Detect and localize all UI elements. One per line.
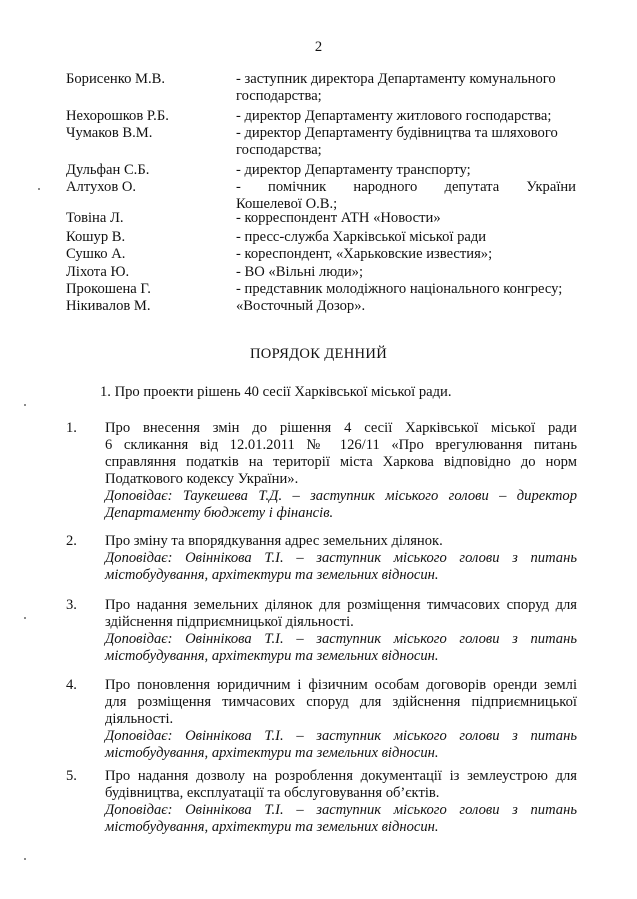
agenda-item-number: 5.: [66, 768, 77, 784]
agenda-item-text: Про надання дозволу на розроблення документації із землеустрою для: [105, 768, 577, 784]
agenda-item-speaker: Департаменту бюджету і фінансів.: [105, 505, 334, 521]
agenda-item: [105, 597, 577, 665]
agenda-item-speaker: Доповідає: Овіннікова Т.І. – заступник міського голови з питань: [105, 550, 577, 566]
agenda-item-number: 2.: [66, 533, 77, 549]
agenda-item-speaker: Доповідає: Овіннікова Т.І. – заступник міського голови з питань: [105, 802, 577, 818]
agenda-item-speaker: містобудування, архітектури та земельних відносин.: [105, 648, 439, 664]
attendee-name: Борисенко М.В.: [66, 71, 166, 87]
agenda-item-text: Про зміну та впорядкування адрес земельних ділянок.: [105, 533, 443, 549]
attendee-role: - пресс-служба Харківської міської ради: [236, 229, 487, 245]
agenda-title: ПОРЯДОК ДЕННИЙ: [249, 346, 388, 362]
agenda-item-text: Про поновлення юридичним і фізичним особам договорів оренди землі: [105, 677, 577, 693]
attendee-role: - корреспондент АТН «Новости»: [236, 210, 441, 226]
attendee-name: Нехорошков Р.Б.: [66, 108, 169, 124]
agenda-item-number: 3.: [66, 597, 77, 613]
attendee-role: «Восточный Дозор».: [236, 298, 366, 314]
agenda-item-text: Про надання земельних ділянок для розміщення тимчасових споруд для: [105, 597, 577, 613]
attendee-name: Кошур В.: [66, 229, 126, 245]
agenda-item-speaker: Доповідає: Овіннікова Т.І. – заступник міського голови з питань: [105, 631, 577, 647]
agenda-item-speaker: містобудування, архітектури та земельних відносин.: [105, 745, 439, 761]
agenda-item-speaker: Доповідає: Овіннікова Т.І. – заступник міського голови з питань: [105, 728, 577, 744]
agenda-item-text: будівництва, експлуатації та обслуговування об’єктів.: [105, 785, 440, 801]
attendee-role: - директор Департаменту житлового господарства;: [236, 108, 552, 124]
agenda-item-text: здійснення підприємницької діяльності.: [105, 614, 354, 630]
agenda-item: [105, 768, 577, 836]
attendee-name: Алтухов О.: [66, 179, 137, 195]
agenda-item-text: Податкового кодексу України».: [105, 471, 299, 487]
scan-speck: [24, 404, 26, 406]
attendee-name: Товіна Л.: [66, 210, 124, 226]
agenda-item: [105, 677, 577, 762]
attendee-name: Дульфан С.Б.: [66, 162, 150, 178]
scan-speck: [38, 188, 40, 190]
agenda-item-text: 6 скликання від 12.01.2011 № 126/11 «Про врегулювання питань: [105, 437, 577, 453]
attendee-role: - директор Департаменту транспорту;: [236, 162, 471, 178]
attendee-role: - заступник директора Департаменту комунального господарства;: [236, 71, 556, 104]
attendee-role: - директор Департаменту будівництва та шляхового господарства;: [236, 125, 558, 158]
agenda-item-number: 1.: [66, 420, 77, 436]
attendee-role: - ВО «Вільні люди»;: [236, 264, 363, 280]
attendee-role: - кореспондент, «Харьковские известия»;: [236, 246, 493, 262]
agenda-subtitle: 1. Про проекти рішень 40 сесії Харківської міської ради.: [100, 384, 452, 400]
attendee-name: Нікивалов М.: [66, 298, 151, 314]
agenda-item-text: для розміщення тимчасових споруд для здійснення підприємницької: [105, 694, 577, 710]
agenda-item-text: справляння податків на території міста Харкова відповідно до норм: [105, 454, 577, 470]
attendee-name: Чумаков В.М.: [66, 125, 153, 141]
agenda-item: [105, 420, 577, 522]
agenda-item-text: Про внесення змін до рішення 4 сесії Харківської міської ради: [105, 420, 577, 436]
agenda-item-speaker: Доповідає: Таукешева Т.Д. – заступник міського голови – директор: [105, 488, 577, 504]
attendee-role: - представник молодіжного національного конгресу;: [236, 281, 563, 297]
agenda-item-speaker: містобудування, архітектури та земельних відносин.: [105, 819, 439, 835]
page-number: 2: [314, 39, 323, 55]
agenda-item-number: 4.: [66, 677, 77, 693]
attendee-name: Сушко А.: [66, 246, 126, 262]
attendee-name: Прокошена Г.: [66, 281, 151, 297]
attendee-role: - помічник народного депутата України Кошелевої О.В.;: [236, 179, 576, 212]
agenda-item-speaker: містобудування, архітектури та земельних відносин.: [105, 567, 439, 583]
agenda-item-text: діяльності.: [105, 711, 174, 727]
scan-speck: [24, 858, 26, 860]
scan-speck: [24, 617, 26, 619]
agenda-item: [105, 533, 577, 584]
attendee-name: Ліхота Ю.: [66, 264, 130, 280]
